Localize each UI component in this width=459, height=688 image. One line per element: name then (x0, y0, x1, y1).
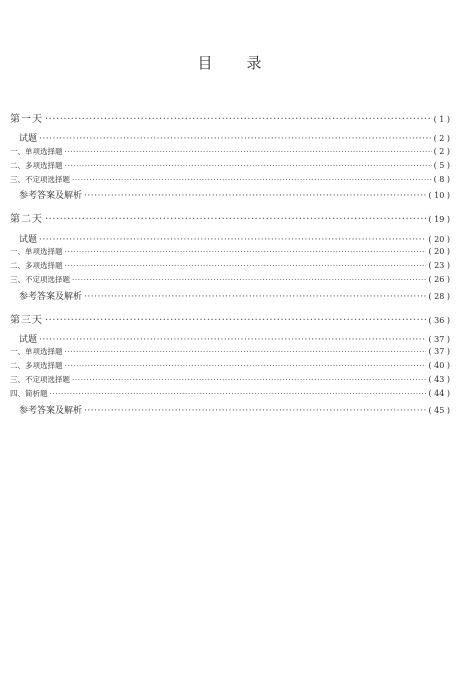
toc-entry-questions[interactable] (10, 131, 450, 144)
leader-dots (72, 175, 432, 184)
toc-page-number: ( 40 ) (428, 361, 450, 370)
leader-dots (84, 292, 426, 302)
leader-dots (72, 275, 426, 284)
toc-label: 一、单项选择题 (10, 147, 63, 156)
leader-dots (65, 147, 432, 156)
toc-entry-questions[interactable] (10, 332, 450, 345)
leader-dots (65, 161, 432, 170)
toc-label: 第一天 (10, 114, 43, 125)
toc-page-number: ( 2 ) (433, 147, 450, 156)
toc-entry-questions[interactable] (10, 232, 450, 245)
toc-page-number: ( 36 ) (428, 316, 450, 325)
toc-entry-answers[interactable] (10, 188, 450, 201)
toc-label: 二、多项选择题 (10, 361, 63, 370)
leader-dots (45, 114, 432, 125)
toc-page-number: ( 5 ) (433, 161, 450, 170)
toc-entry-multiple-choice[interactable] (10, 160, 450, 171)
title-char-1: 目 (197, 54, 213, 72)
leader-dots (39, 235, 426, 245)
toc-label: 试题 (19, 134, 38, 144)
toc-page-number: ( 37 ) (428, 347, 450, 356)
leader-dots (65, 347, 427, 356)
toc-page-number: ( 19 ) (428, 215, 450, 224)
toc-label: 二、多项选择题 (10, 161, 63, 170)
toc-page-number: ( 20 ) (428, 247, 450, 256)
toc-entry-single-choice[interactable] (10, 246, 450, 257)
toc-entry-indefinite-choice[interactable] (10, 274, 450, 285)
toc-page-number: ( 10 ) (428, 191, 450, 200)
toc-entry-indefinite-choice[interactable] (10, 174, 450, 185)
toc-label: 二、多项选择题 (10, 261, 63, 270)
toc-page-number: ( 26 ) (428, 275, 450, 284)
toc-label: 参考答案及解析 (19, 406, 83, 416)
leader-dots (65, 247, 427, 256)
toc-page-number: ( 28 ) (428, 292, 450, 301)
leader-dots (84, 191, 426, 201)
toc-label: 试题 (19, 335, 38, 345)
toc-page-number: ( 44 ) (428, 389, 450, 398)
page-title (0, 52, 459, 73)
toc-page-number: ( 37 ) (428, 335, 450, 344)
title-char-2: 录 (246, 54, 262, 72)
toc-label: 三、不定项选择题 (10, 275, 70, 284)
toc-label: 三、不定项选择题 (10, 175, 70, 184)
toc-page-number: ( 23 ) (428, 261, 450, 270)
toc-label: 试题 (19, 235, 38, 245)
leader-dots (39, 134, 432, 144)
toc-entry-answers[interactable] (10, 403, 450, 416)
toc-label: 一、单项选择题 (10, 347, 63, 356)
toc-page-number: ( 43 ) (428, 375, 450, 384)
toc-entry-day-1[interactable] (10, 110, 450, 125)
toc-entry-multiple-choice[interactable] (10, 360, 450, 371)
toc-page-number: ( 8 ) (433, 175, 450, 184)
toc-entry-multiple-choice[interactable] (10, 260, 450, 271)
toc-page-number: ( 2 ) (433, 134, 450, 143)
toc-entry-indefinite-choice[interactable] (10, 374, 450, 385)
toc-label: 第三天 (10, 315, 43, 326)
leader-dots (50, 389, 427, 398)
leader-dots (72, 375, 426, 384)
toc-label: 四、简析题 (10, 389, 48, 398)
toc-entry-single-choice[interactable] (10, 146, 450, 157)
leader-dots (45, 214, 426, 225)
toc-page-number: ( 45 ) (428, 406, 450, 415)
toc-entry-case-analysis[interactable] (10, 388, 450, 399)
toc-entry-day-2[interactable] (10, 210, 450, 225)
toc-entry-single-choice[interactable] (10, 346, 450, 357)
toc-label: 参考答案及解析 (19, 191, 83, 201)
toc-page-number: ( 20 ) (428, 235, 450, 244)
leader-dots (84, 406, 426, 416)
leader-dots (39, 335, 426, 345)
toc-page-number: ( 1 ) (433, 115, 450, 124)
toc-label: 参考答案及解析 (19, 292, 83, 302)
toc-label: 一、单项选择题 (10, 247, 63, 256)
leader-dots (65, 361, 427, 370)
toc-entry-day-3[interactable] (10, 311, 450, 326)
leader-dots (45, 315, 426, 326)
toc-label: 三、不定项选择题 (10, 375, 70, 384)
toc-entry-answers[interactable] (10, 289, 450, 302)
toc-label: 第二天 (10, 214, 43, 225)
leader-dots (65, 261, 427, 270)
